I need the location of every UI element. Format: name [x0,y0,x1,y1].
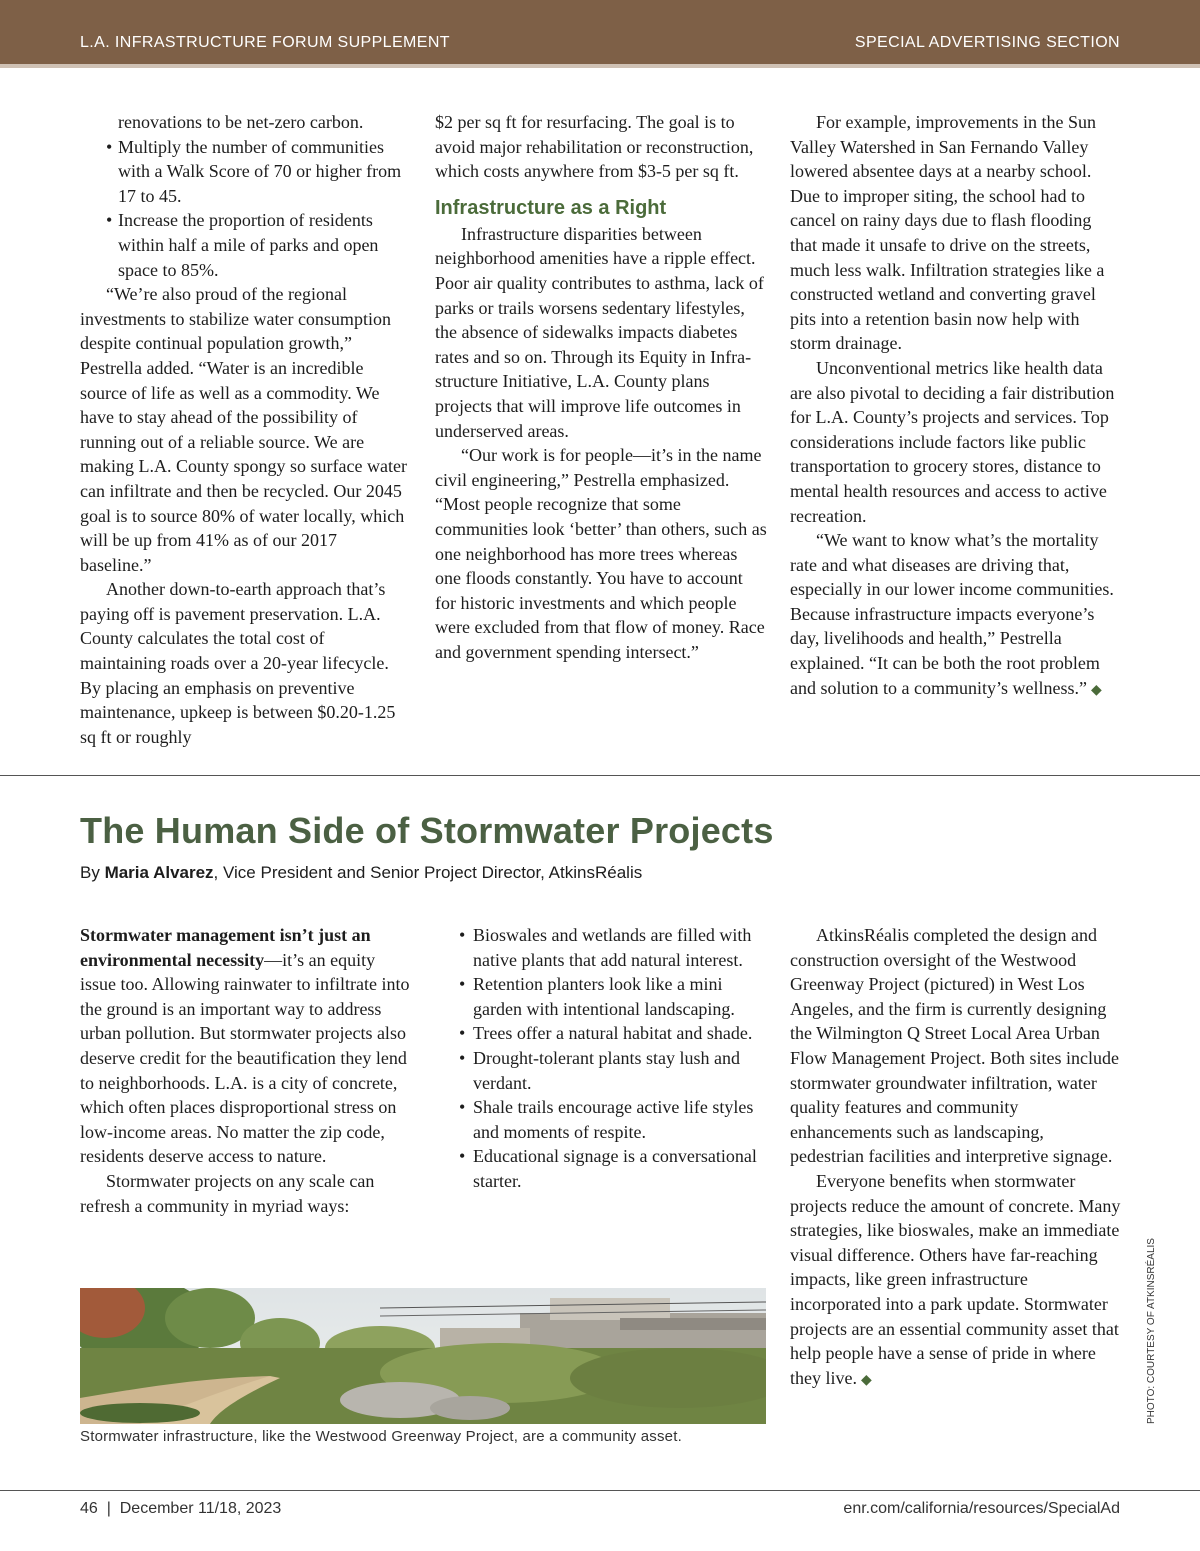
top-column-1 [80,110,412,749]
benefits-list [459,923,767,1194]
supplement-title: L.A. INFRASTRUCTURE FORUM SUPPLEMENT [80,34,450,51]
lead-text: —it’s an equity issue too. Allowing rainwater to infiltrate into the ground is an important way to address urban pollution. But stormwater projects also deserve credit for the beautification they lend to neighborhoods. L.A. is a city of concrete, which often places disproportional stress on low-income areas. No matter the zip code, residents deserve access to nature. [80,949,410,1167]
section-divider [0,775,1200,776]
paragraph-text: “We want to know what’s the mortality rate and what diseases are driving that, especially in our lower income communities. Because infrastructure impacts everyone’s day, livelihoods and health,” Pestrella explained. “It can be both the root problem and solution to a community’s wellness.” [790,530,1114,698]
author-role: , Vice President and Senior Project Director, AtkinsRéalis [213,863,643,882]
end-mark-icon: ◆ [860,1372,872,1388]
paragraph [790,528,1122,703]
article-column-2 [459,923,767,1194]
list-item: • Retention planters look like a mini garden with intentional landscaping. [459,972,767,1021]
section-heading: Infrastructure as a Right [435,196,667,219]
end-mark-icon: ◆ [1090,682,1102,698]
footer-divider [0,1490,1200,1491]
top-column-2 [435,110,767,664]
paragraph: AtkinsRéalis completed the design and construction oversight of the Westwood Greenway Project (pictured) in West Los Angeles, and the firm is currently designing the Wilmington Q Street Local Area Urban Flow Management Project. Both sites include stormwater groundwater infiltration, water quality features and community enhancements such as landscaping, pedestrian facilities and interpretive signage. [790,925,1119,1167]
list-item: • Increase the proportion of residents within half a mile of parks and open space to 85%. [80,208,412,282]
greenway-photo-image [80,1288,766,1424]
list-item: • Trees offer a natural habitat and shade. [459,1021,767,1046]
article-column-1 [80,923,412,1218]
list-item: • Shale trails encourage active life styles and moments of respite. [459,1095,767,1144]
paragraph-text: Everyone benefits when stormwater projects reduce the amount of concrete. Many strategies, like bioswales, make an immediate visual difference. Others have far-reaching impacts, like green infrastructure incorporated into a park update. Stormwater projects are an essential community asset that help people have a sense of pride in where they live. [790,1170,1121,1388]
paragraph: For example, improvements in the Sun Valley Watershed in San Fernando Valley lowered absentee days at a nearby school. Due to improper siting, the school had to cancel on rainy days due to flash flooding that made it unsafe to drive on the streets, much less walk. Infiltration strategies like a constructed wetland and converting gravel pits into a retention basin now help with storm drainage. [790,112,1105,354]
paragraph: Another down-to-earth approach that’s paying off is pavement preservation. L.A. County calculates the total cost of maintaining roads over a 20-year lifecycle. By placing an emphasis on preventive maintenance, upkeep is between $0.20-1.25 sq ft or roughly [80,579,396,747]
lead-paragraph [80,923,412,1169]
list-item: • Drought-tolerant plants stay lush and verdant. [459,1046,767,1095]
article-title: The Human Side of Stormwater Projects [80,810,774,851]
goals-list [80,135,412,283]
article-column-3 [790,923,1122,1393]
paragraph: renovations to be net-zero carbon. [118,112,364,132]
page-info: 46 | December 11/18, 2023 [80,1500,282,1517]
paragraph: Infrastructure disparities between neighborhood amenities have a ripple effect. Poor air quality contributes to asthma, lack of parks or trails worsens sedentary lifestyles, the absence of sidewalks impacts diabetes rates and so on. Through its Equity in Infrastructure Initiative, L.A. County plans projects that will improve life outcomes in underserved areas. [435,223,764,441]
author-name: Maria Alvarez [104,863,214,882]
list-item: • Educational signage is a conversational starter. [459,1144,767,1193]
greenway-photo [80,1288,766,1424]
photo-credit: PHOTO: COURTESY OF ATKINSRÉALIS [1146,1238,1157,1424]
paragraph: Stormwater projects on any scale can refresh a community in myriad ways: [80,1170,375,1216]
paragraph: “Our work is for people—it’s in the name civil engineering,” Pestrella emphasized. “Most people recognize that some communities look ‘better’ than others, such as one neighborhood has more trees whereas one floods constantly. You have to account for historic investments and which people were excluded from that flow of money. Race and government spending intersect.” [435,445,767,662]
footer-url[interactable]: enr.com/california/resources/SpecialAd [843,1500,1120,1517]
paragraph: $2 per sq ft for resurfacing. The goal is to avoid major rehabilitation or reconstruction, which costs anywhere from $3-5 per sq ft. [435,112,754,182]
section-label: SPECIAL ADVERTISING SECTION [854,34,1120,51]
paragraph: Unconventional metrics like health data are also pivotal to deciding a fair distribution for L.A. County’s projects and services. Top considerations include factors like public transportation to grocery stores, distance to mental health resources and access to active recreation. [790,357,1115,526]
list-item: • Multiply the number of communities with a Walk Score of 70 or higher from 17 to 45. [80,135,412,209]
header-band [0,0,1200,64]
paragraph: “We’re also proud of the regional investments to stabilize water consumption despite continual population growth,” Pestrella added. “Water is an incredible source of life as well as a commodity. We have to stay ahead of the possibility of running out of a reliable source. We are making L.A. County spongy so surface water can infiltrate and then be recycled. Our 2045 goal is to source 80% of water locally, which will be up from 41% as of our 2017 baseline.” [80,284,407,575]
photo-caption: Stormwater infrastructure, like the Westwood Greenway Project, are a community asset. [80,1428,682,1445]
byline-prefix: By [80,863,105,882]
byline [80,863,642,883]
lead-bold: Stormwater management isn’t just an environmental necessity [80,925,371,970]
paragraph [790,1169,1122,1393]
list-item: • Bioswales and wetlands are filled with native plants that add natural interest. [459,923,767,972]
top-column-3 [790,110,1122,703]
